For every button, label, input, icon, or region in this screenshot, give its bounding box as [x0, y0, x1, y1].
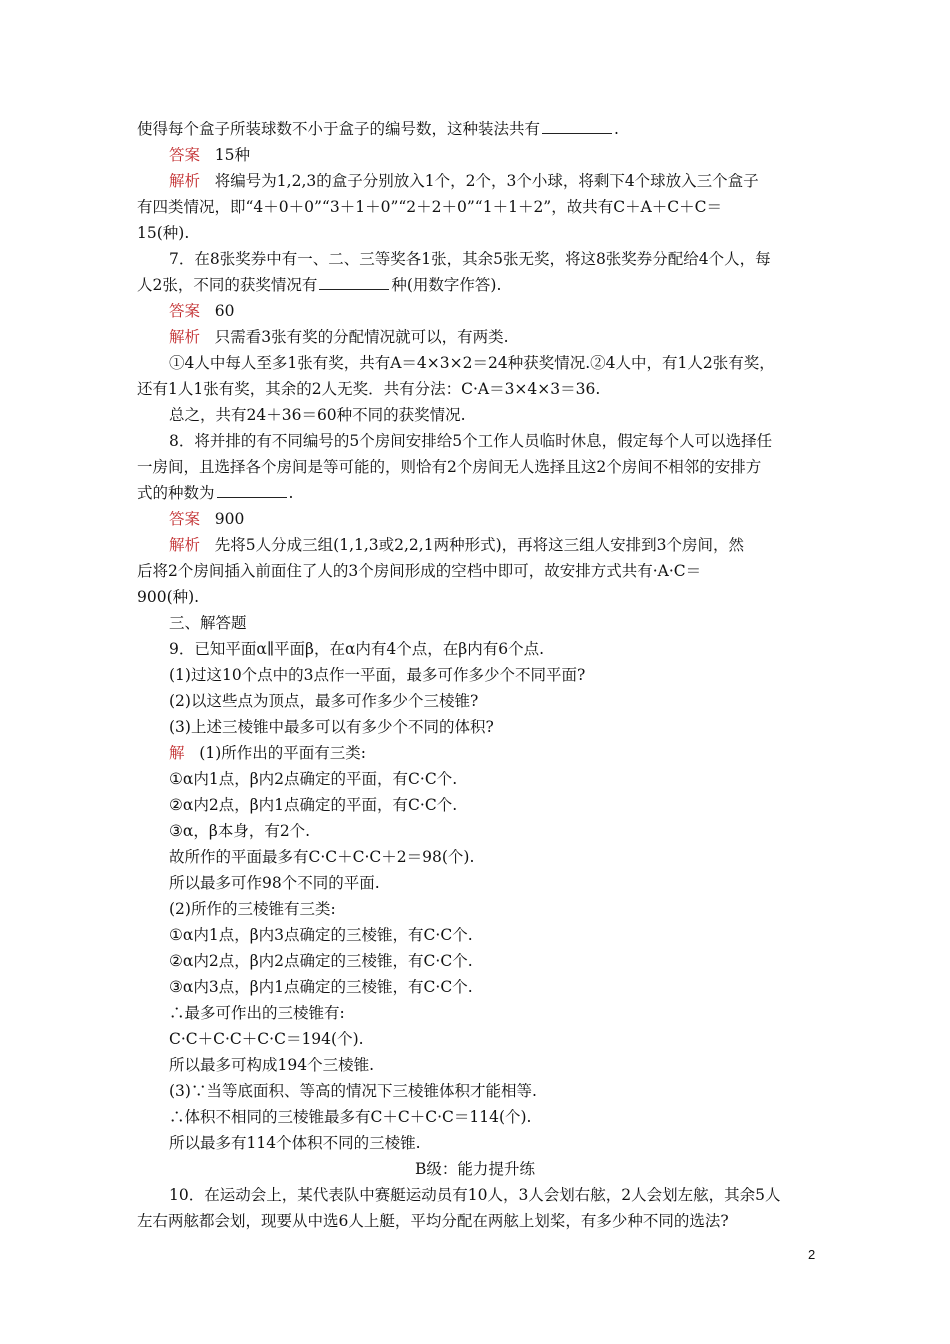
question-line: 9．已知平面α∥平面β，在α内有4个点，在β内有6个点. [169, 640, 545, 658]
text-line: 故所作的平面最多有C·C＋C·C＋2＝98(个). [169, 848, 475, 866]
analysis-label: 解析 [169, 328, 201, 346]
answer-blank [319, 275, 389, 290]
text-line: 左右两舷都会划，现要从中选6人上艇，平均分配在两舷上划桨，有多少种不同的选法? [137, 1212, 729, 1230]
solution-text: (1)所作出的平面有三类: [199, 744, 366, 762]
analysis-line [169, 533, 849, 557]
answer-blank [217, 483, 287, 498]
solution-label: 解 [169, 744, 185, 762]
answer-label: 答案 [169, 510, 201, 528]
text-line: ①α内1点，β内3点确定的三棱锥，有C·C个. [169, 926, 473, 944]
line-text: 人2张，不同的获奖情况有 [137, 276, 318, 294]
text-line: (1)过这10个点中的3点作一平面，最多可作多少个不同平面? [169, 666, 586, 684]
question-line: 10．在运动会上，某代表队中赛艇运动员有10人，3人会划右舷，2人会划左舷，其余5人 [169, 1186, 781, 1204]
text-line [137, 481, 817, 505]
text-line: 15(种). [137, 224, 190, 242]
analysis-line [169, 325, 849, 349]
answer-label: 答案 [169, 302, 201, 320]
text-line: ①4人中每人至多1张有奖，共有A＝4×3×2＝24种获奖情况.②4人中，有1人2张有奖， [169, 354, 775, 372]
section-heading: 三、解答题 [169, 614, 247, 632]
text-line: 后将2个房间插入前面住了人的3个房间形成的空档中即可，故安排方式共有·A·C＝ [137, 562, 702, 580]
answer-line [169, 143, 849, 167]
answer-text: 15种 [214, 146, 251, 164]
answer-text: 900 [214, 510, 245, 528]
text-line: (2)所作的三棱锥有三类: [169, 900, 336, 918]
analysis-line [169, 169, 849, 193]
text-line: C·C＋C·C＋C·C＝194(个). [169, 1030, 364, 1048]
text-line: ③α内3点，β内1点确定的三棱锥，有C·C个. [169, 978, 473, 996]
text-line: 总之，共有24＋36＝60种不同的获奖情况. [169, 406, 466, 424]
text-line: 900(种). [137, 588, 200, 606]
analysis-text: 将编号为1,2,3的盒子分别放入1个，2个，3个小球，将剩下4个球放入三个盒子 [214, 172, 759, 190]
solution-line [169, 741, 849, 765]
text-line [137, 273, 817, 297]
text-line: 所以最多可构成194个三棱锥. [169, 1056, 375, 1074]
page-number: 2 [808, 1247, 816, 1262]
text-line: 所以最多可作98个不同的平面. [169, 874, 380, 892]
text-line: ∴最多可作出的三棱锥有: [169, 1004, 345, 1022]
analysis-text: 只需看3张有奖的分配情况就可以，有两类. [214, 328, 509, 346]
analysis-label: 解析 [169, 536, 201, 554]
question-line: 7．在8张奖券中有一、二、三等奖各1张，其余5张无奖，将这8张奖券分配给4个人，每 [169, 250, 771, 268]
line-text: . [614, 120, 619, 138]
text-line: ②α内2点，β内1点确定的平面，有C·C个. [169, 796, 458, 814]
line-text: 式的种数为 [137, 484, 215, 502]
text-line: 所以最多有114个体积不同的三棱锥. [169, 1134, 421, 1152]
text-line: ③α，β本身，有2个. [169, 822, 311, 840]
analysis-label: 解析 [169, 172, 201, 190]
line-text: . [288, 484, 294, 502]
analysis-text: 先将5人分成三组(1,1,3或2,2,1两种形式)，再将这三组人安排到3个房间，然 [214, 536, 744, 554]
line-text: 种(用数字作答). [391, 276, 502, 294]
text-line: ∴体积不相同的三棱锥最多有C＋C＋C·C＝114(个). [169, 1108, 532, 1126]
answer-blank [542, 119, 612, 134]
text-line: 还有1人1张有奖，其余的2人无奖．共有分法：C·A＝3×4×3＝36. [137, 380, 601, 398]
answer-line [169, 507, 849, 531]
text-line: (3)上述三棱锥中最多可以有多少个不同的体积? [169, 718, 494, 736]
text-line [137, 117, 817, 141]
answer-line [169, 299, 849, 323]
question-line: 8．将并排的有不同编号的5个房间安排给5个工作人员临时休息，假定每个人可以选择任 [169, 432, 773, 450]
text-line: 有四类情况，即“4＋0＋0”“3＋1＋0”“2＋2＋0”“1＋1＋2”，故共有C＋A＋C＋C＝ [137, 198, 723, 216]
text-line: (2)以这些点为顶点，最多可作多少个三棱锥? [169, 692, 479, 710]
answer-label: 答案 [169, 146, 201, 164]
line-text: 使得每个盒子所装球数不小于盒子的编号数，这种装法共有 [137, 120, 541, 138]
text-line: ①α内1点，β内2点确定的平面，有C·C个. [169, 770, 458, 788]
text-line: 一房间，且选择各个房间是等可能的，则恰有2个房间无人选择且这2个房间不相邻的安排方 [137, 458, 762, 476]
text-line: (3)∵当等底面积、等高的情况下三棱锥体积才能相等. [169, 1082, 537, 1100]
text-line: ②α内2点，β内2点确定的三棱锥，有C·C个. [169, 952, 473, 970]
level-heading: B级：能力提升练 [415, 1160, 535, 1178]
answer-text: 60 [214, 302, 235, 320]
